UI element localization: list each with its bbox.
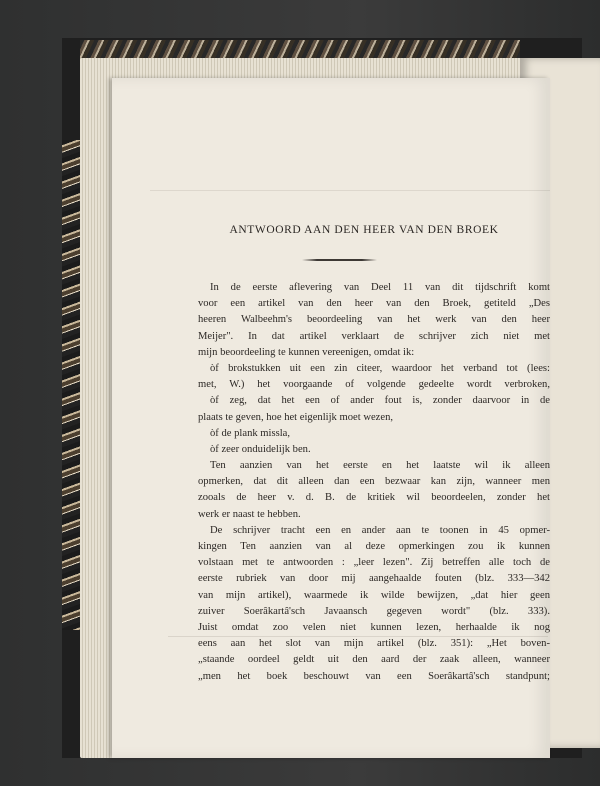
text-line: òf zeer onduidelijk ben. [210, 443, 311, 455]
text-line: Juist omdat zoo velen niet kunnen lezen, herhaalde ik nog [198, 621, 550, 633]
text-line: plaats te geven, hoe het eigenlijk moet wezen, [198, 411, 394, 423]
text-line: zuiver Soerâkartâ'sch Javaansch gegeven wordt" (blz. 333). [198, 605, 550, 617]
text-line: „staande oordeel geldt uit den aard der zaak alleen, wanneer [198, 654, 550, 666]
text-line: „men het boek beschouwt van een Soerâkartâ'sch standpunt; [198, 670, 550, 682]
text-line: òf de plank missla, [210, 427, 291, 439]
text-line: werk er naast te hebben. [198, 508, 301, 520]
text-line: zooals de heer v. d. B. de kritiek wil beoordeelen, zonder het [198, 492, 550, 504]
text-line: van mijn artikel), waarmede ik wilde bewijzen, „dat hier geen [198, 589, 550, 601]
text-line: heeren Walbeehm's beoordeeling van het werk van den heer [198, 314, 550, 326]
title-divider [302, 259, 377, 261]
text-line: In de eerste aflevering van Deel 11 van dit tijdschrift komt [210, 282, 550, 293]
text-line: eens aan het slot van mijn artikel (blz. 351): „Het boven- [198, 638, 550, 650]
body-text [198, 280, 550, 685]
text-line: òf brokstukken uit een zin citeer, waardoor het verband tot (lees: [210, 362, 550, 374]
text-line: kingen Ten aanzien van al deze opmerkingen zou ik kunnen [198, 541, 550, 552]
bleed-through-rule [150, 190, 550, 191]
text-line: opmerken, dat dit alleen dan een bezwaar kan zijn, wanneer men [198, 476, 550, 488]
book-page [112, 78, 550, 758]
text-line: volstaan met te antwoorden : „leer lezen". Zij betreffen alle toch de [198, 557, 550, 569]
bleed-through-header [152, 166, 542, 176]
text-line: De schrijver tracht een en ander aan te toonen in 45 opmer- [210, 524, 550, 536]
page-title: ANTWOORD AAN DEN HEER VAN DEN BROEK [229, 224, 499, 236]
text-line: eerste rubriek van door mij aangehaalde fouten (blz. 333—342 [198, 573, 550, 585]
text-line: voor een artikel van den heer van den Broek, getiteld „Des [198, 298, 550, 310]
text-line: Ten aanzien van het eerste en het laatste wil ik alleen [210, 460, 550, 472]
text-line: Meijer". In dat artikel verklaart de schrijver zich niet met [198, 330, 550, 342]
text-line: mijn beoordeeling te kunnen vereenigen, omdat ik: [198, 346, 415, 358]
marbled-band [80, 40, 520, 60]
text-line: met, W.) het voorgaande of volgende gedeelte wordt verbroken, [198, 379, 550, 391]
bleed-through-bottom-rule [168, 636, 548, 637]
text-line: òf zeg, dat het een of ander fout is, zonder daarvoor in de [210, 395, 550, 407]
marbled-spine [62, 140, 80, 630]
